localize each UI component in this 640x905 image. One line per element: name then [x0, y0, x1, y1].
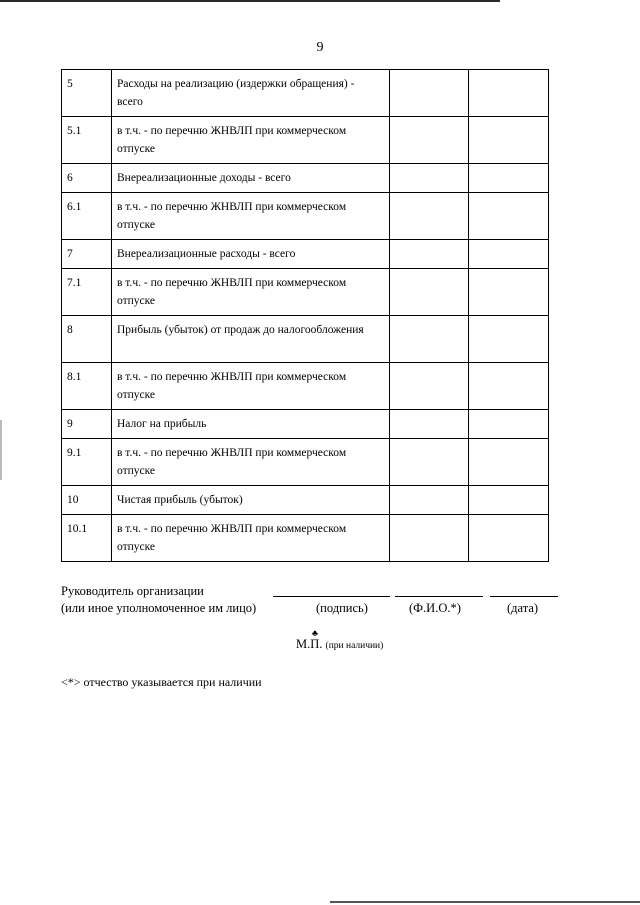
row-value-1	[390, 193, 469, 240]
signatory-title: Руководитель организации	[61, 584, 204, 598]
report-table	[61, 69, 549, 562]
signature-caption: (подпись)	[316, 601, 368, 615]
table-row	[62, 410, 549, 439]
row-value-2	[469, 70, 549, 117]
row-number: 5	[62, 70, 112, 117]
scan-edge-bottom	[330, 901, 640, 903]
row-name: в т.ч. - по перечню ЖНВЛП при коммерческом отпуске	[112, 269, 390, 316]
row-value-2	[469, 363, 549, 410]
row-value-1	[390, 240, 469, 269]
row-number: 7.1	[62, 269, 112, 316]
fio-caption: (Ф.И.О.*)	[409, 601, 461, 615]
signatory-subtitle: (или иное уполномоченное им лицо)	[61, 601, 257, 615]
row-name: в т.ч. - по перечню ЖНВЛП при коммерческом отпуске	[112, 193, 390, 240]
stamp-mark-icon: ♣	[312, 628, 318, 638]
footnote: <*> отчество указывается при наличии	[61, 675, 262, 689]
row-value-2	[469, 164, 549, 193]
table-row	[62, 117, 549, 164]
stamp-note: (при наличии)	[325, 641, 384, 651]
row-name: в т.ч. - по перечню ЖНВЛП при коммерческом отпуске	[112, 515, 390, 562]
row-value-1	[390, 410, 469, 439]
row-name: Прибыль (убыток) от продаж до налогообложения	[112, 316, 390, 363]
table-row	[62, 193, 549, 240]
row-name: Внереализационные доходы - всего	[112, 164, 390, 193]
table-row	[62, 164, 549, 193]
date-line	[490, 596, 558, 597]
table-row	[62, 515, 549, 562]
row-value-2	[469, 486, 549, 515]
stamp-place	[296, 637, 383, 652]
row-value-2	[469, 316, 549, 363]
stamp-label: М.П.	[296, 637, 323, 651]
row-value-1	[390, 70, 469, 117]
page-number: 9	[316, 40, 324, 55]
row-number: 9	[62, 410, 112, 439]
row-value-1	[390, 316, 469, 363]
table-row	[62, 486, 549, 515]
table-row	[62, 240, 549, 269]
row-name: Налог на прибыль	[112, 410, 390, 439]
row-value-1	[390, 515, 469, 562]
row-value-2	[469, 240, 549, 269]
row-number: 7	[62, 240, 112, 269]
table-row	[62, 363, 549, 410]
table-row	[62, 70, 549, 117]
row-value-1	[390, 486, 469, 515]
row-name: Внереализационные расходы - всего	[112, 240, 390, 269]
scan-edge-top	[0, 0, 500, 2]
row-number: 9.1	[62, 439, 112, 486]
row-value-1	[390, 269, 469, 316]
row-number: 5.1	[62, 117, 112, 164]
fio-line	[395, 596, 483, 597]
row-name: Чистая прибыль (убыток)	[112, 486, 390, 515]
row-number: 6.1	[62, 193, 112, 240]
row-value-1	[390, 117, 469, 164]
row-name: Расходы на реализацию (издержки обращения) - всего	[112, 70, 390, 117]
row-name: в т.ч. - по перечню ЖНВЛП при коммерческом отпуске	[112, 439, 390, 486]
row-number: 8.1	[62, 363, 112, 410]
row-value-1	[390, 363, 469, 410]
row-value-2	[469, 410, 549, 439]
row-value-2	[469, 117, 549, 164]
scan-edge-left	[0, 420, 2, 480]
row-value-2	[469, 193, 549, 240]
row-value-2	[469, 269, 549, 316]
table-row	[62, 316, 549, 363]
date-caption: (дата)	[507, 601, 539, 615]
table-row	[62, 439, 549, 486]
row-name: в т.ч. - по перечню ЖНВЛП при коммерческом отпуске	[112, 117, 390, 164]
row-name: в т.ч. - по перечню ЖНВЛП при коммерческом отпуске	[112, 363, 390, 410]
row-number: 10	[62, 486, 112, 515]
signature-line	[273, 596, 390, 597]
row-value-1	[390, 439, 469, 486]
table-row	[62, 269, 549, 316]
row-number: 10.1	[62, 515, 112, 562]
row-number: 6	[62, 164, 112, 193]
row-number: 8	[62, 316, 112, 363]
row-value-2	[469, 515, 549, 562]
row-value-1	[390, 164, 469, 193]
row-value-2	[469, 439, 549, 486]
